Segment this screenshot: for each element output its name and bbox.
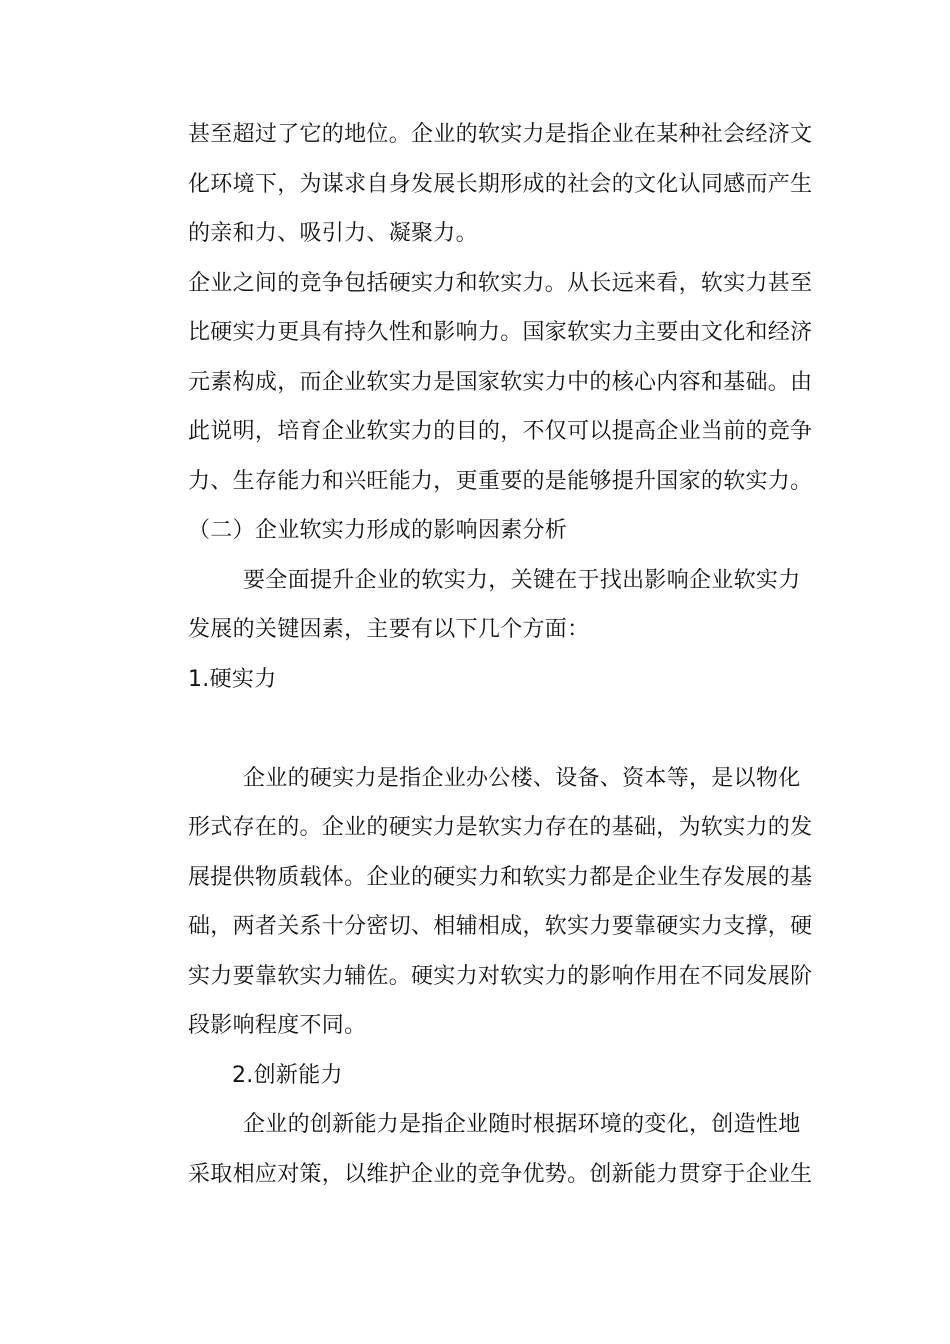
paragraph-line: 要全面提升企业的软实力，关键在于找出影响企业软实力 bbox=[243, 567, 801, 593]
paragraph-line: 企业的硬实力是指企业办公楼、设备、资本等，是以物化 bbox=[243, 765, 801, 791]
paragraph-line: 础，两者关系十分密切、相辅相成，软实力要靠硬实力支撑，硬 bbox=[188, 914, 813, 939]
section-heading: （二）企业软实力形成的影响因素分析 bbox=[188, 518, 568, 543]
paragraph-line: 元素构成，而企业软实力是国家软实力中的核心内容和基础。由 bbox=[188, 369, 813, 395]
paragraph-line: 的亲和力、吸引力、凝聚力。 bbox=[188, 221, 478, 246]
paragraph-line: 展提供物质载体。企业的硬实力和软实力都是企业生存发展的基 bbox=[188, 864, 813, 890]
blank-line bbox=[188, 704, 810, 754]
paragraph-line: 形式存在的。企业的硬实力是软实力存在的基础，为软实力的发 bbox=[188, 815, 813, 840]
paragraph-line: 发展的关键因素，主要有以下几个方面： bbox=[188, 617, 590, 642]
paragraph-line: 甚至超过了它的地位。企业的软实力是指企业在某种社会经济文 bbox=[188, 122, 813, 147]
paragraph-line: 实力要靠软实力辅佐。硬实力对软实力的影响作用在不同发展阶 bbox=[188, 963, 813, 989]
paragraph-line: 企业的创新能力是指企业随时根据环境的变化，创造性地 bbox=[243, 1112, 801, 1137]
document-body bbox=[188, 110, 813, 1199]
paragraph-line: 比硬实力更具有持久性和影响力。国家软实力主要由文化和经济 bbox=[188, 320, 813, 345]
subsection-heading: 1.硬实力 bbox=[188, 666, 277, 692]
paragraph-line: 力、生存能力和兴旺能力，更重要的是能够提升国家的软实力。 bbox=[188, 468, 813, 494]
paragraph-line: 段影响程度不同。 bbox=[188, 1013, 367, 1038]
paragraph-line: 企业之间的竞争包括硬实力和软实力。从长远来看，软实力甚至 bbox=[188, 270, 813, 296]
paragraph-line: 化环境下，为谋求自身发展长期形成的社会的文化认同感而产生 bbox=[188, 171, 813, 197]
paragraph-line: 此说明，培育企业软实力的目的，不仅可以提高企业当前的竞争 bbox=[188, 419, 813, 444]
paragraph-line: 采取相应对策，以维护企业的竞争优势。创新能力贯穿于企业生 bbox=[188, 1161, 813, 1187]
subsection-heading: 2.创新能力 bbox=[232, 1062, 343, 1088]
